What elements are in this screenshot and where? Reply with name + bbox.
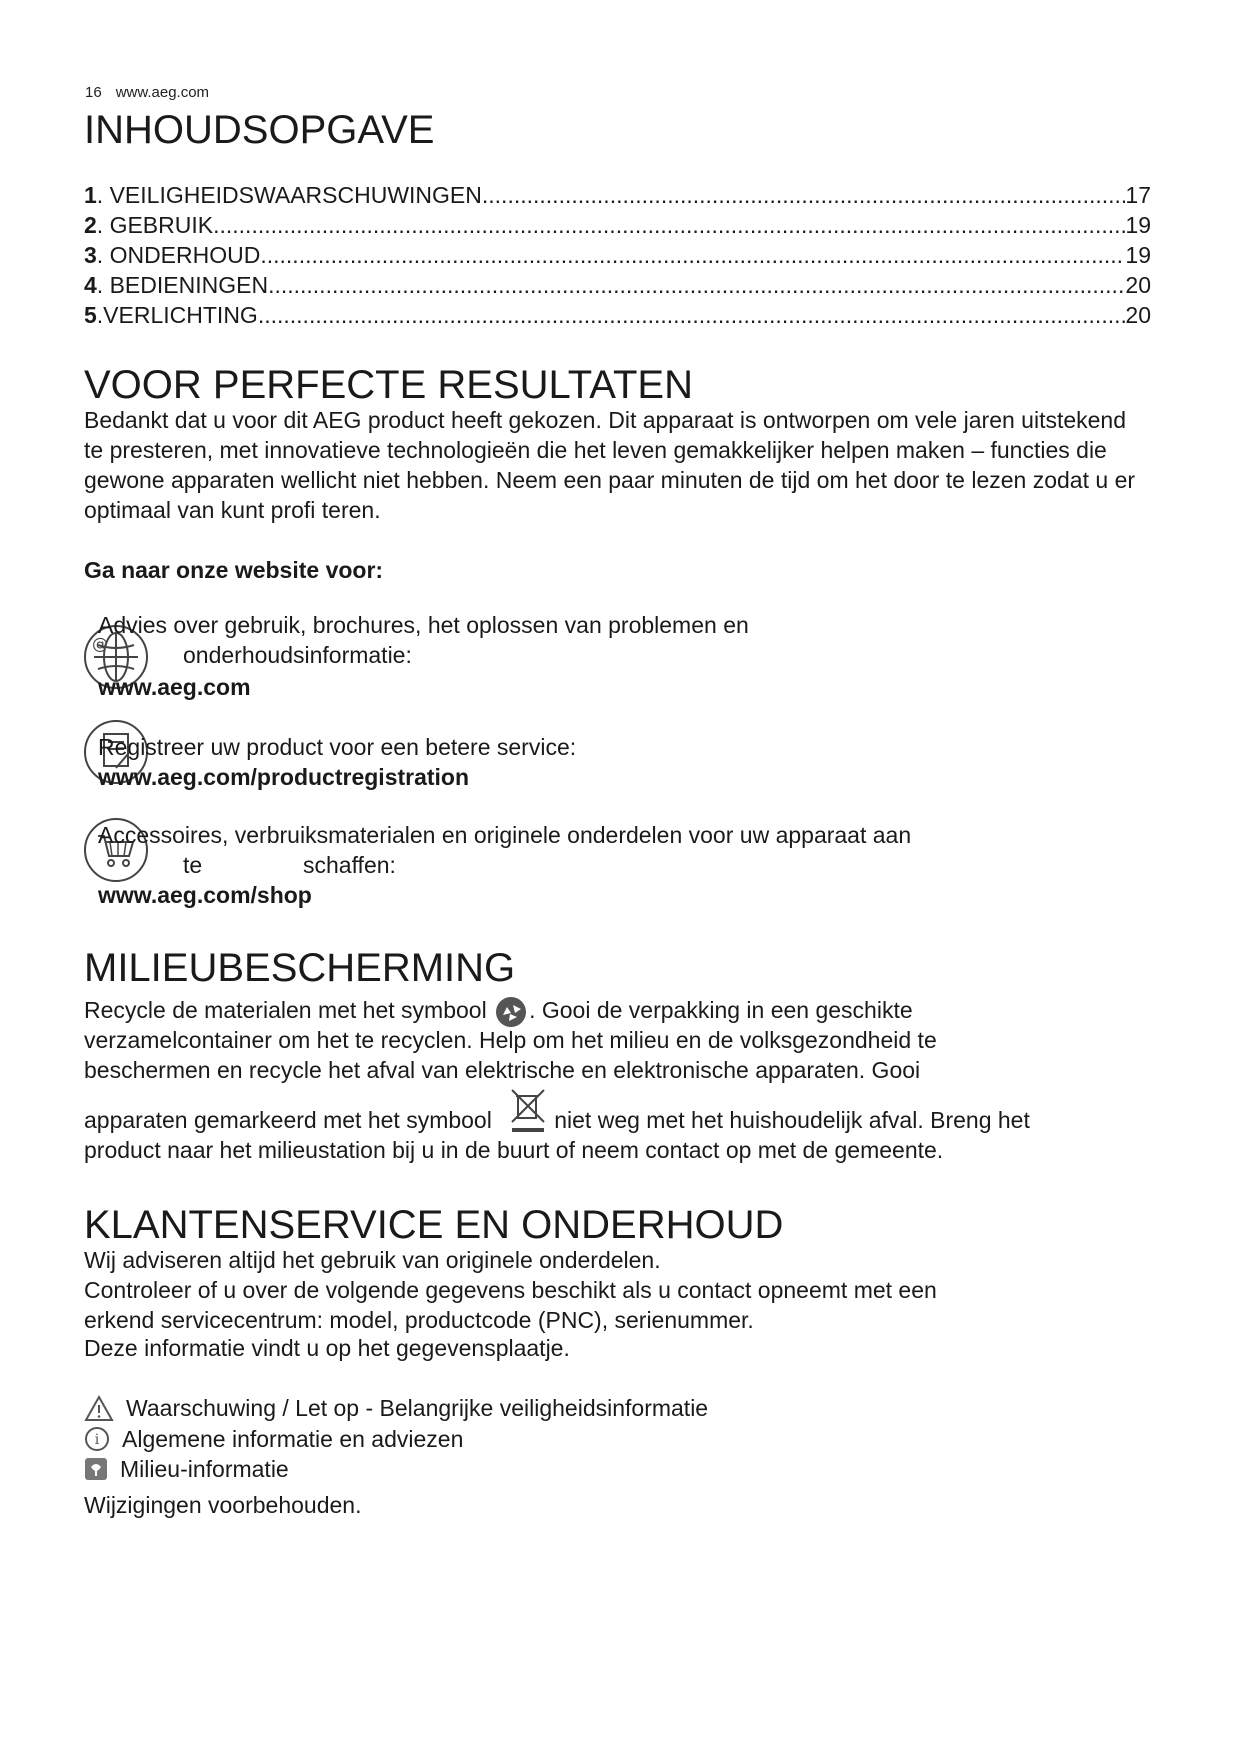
environment-line: verzamelcontainer om het te recyclen. Help om het milieu en de volksgezondheid te bbox=[84, 1027, 937, 1053]
website-heading: Ga naar onze website voor: bbox=[84, 557, 384, 583]
results-intro: Bedankt dat u voor dit AEG product heeft gekozen. Dit apparaat is ontworpen om vele jaren uitstekend te presteren, met innovatieve technologieën die het leven gemakkelijker helpen maken – functies die gewone apparaten wellicht niet hebben. Neem een paar minuten de tijd om het door te lezen zodat u er optimaal van kunt profi teren. bbox=[84, 407, 1136, 523]
link-product-registration[interactable]: www.aeg.com/productregistration bbox=[98, 764, 470, 790]
page-header bbox=[85, 84, 209, 101]
toc-title: INHOUDSOPGAVE bbox=[84, 108, 435, 152]
legend-environment: Milieu-informatie bbox=[84, 1454, 289, 1484]
recycle-icon bbox=[493, 995, 529, 1029]
toc-item[interactable]: 3 . ONDERHOUD ..... 19 bbox=[84, 240, 1151, 270]
header-url[interactable]: www.aeg.com bbox=[115, 84, 210, 101]
link-shop-text-2a: te bbox=[183, 852, 203, 878]
toc-item[interactable]: 5 .VERLICHTING ..... 20 bbox=[84, 300, 1151, 330]
environment-title: MILIEUBESCHERMING bbox=[84, 946, 516, 990]
toc-item[interactable]: 1 . VEILIGHEIDSWAARSCHUWINGEN ..... 17 bbox=[84, 180, 1151, 210]
toc-item[interactable]: 2 . GEBRUIK ..... 19 bbox=[84, 210, 1151, 240]
toc-item[interactable]: 4 . BEDIENINGEN ..... 20 bbox=[84, 270, 1151, 300]
table-of-contents bbox=[84, 180, 1151, 330]
results-title: VOOR PERFECTE RESULTATEN bbox=[84, 363, 693, 407]
svg-text:i: i bbox=[94, 1432, 100, 1448]
info-icon bbox=[84, 1426, 110, 1452]
service-line: Deze informatie vindt u op het gegevensplaatje. bbox=[84, 1335, 570, 1361]
link-advice-text-2: onderhoudsinformatie: bbox=[183, 642, 412, 668]
link-aeg-com[interactable]: www.aeg.com bbox=[98, 674, 251, 700]
crossed-bin-icon bbox=[506, 1086, 550, 1134]
link-shop-text-2b: schaffen: bbox=[303, 852, 396, 878]
environment-line: product naar het milieustation bij u in de buurt of neem contact op met de gemeente. bbox=[84, 1137, 944, 1163]
legend-info: i Algemene informatie en adviezen bbox=[84, 1424, 463, 1454]
footer-note: Wijzigingen voorbehouden. bbox=[84, 1492, 362, 1518]
service-title: KLANTENSERVICE EN ONDERHOUD bbox=[84, 1203, 784, 1247]
service-line: Wij adviseren altijd het gebruik van originele onderdelen. bbox=[84, 1247, 661, 1273]
service-line: erkend servicecentrum: model, productcode (PNC), serienummer. bbox=[84, 1307, 754, 1333]
service-line: Controleer of u over de volgende gegevens beschikt als u contact opneemt met een bbox=[84, 1277, 937, 1303]
environment-line: beschermen en recycle het afval van elektrische en elektronische apparaten. Gooi bbox=[84, 1057, 921, 1083]
warning-triangle-icon bbox=[84, 1394, 114, 1422]
svg-text:@: @ bbox=[92, 634, 108, 653]
link-shop[interactable]: www.aeg.com/shop bbox=[98, 882, 312, 908]
environment-icon bbox=[84, 1457, 108, 1481]
legend-warning: Waarschuwing / Let op - Belangrijke veiligheidsinformatie bbox=[84, 1393, 708, 1423]
page-number: 16 bbox=[85, 84, 102, 101]
environment-line: Recycle de materialen met het symbool . Gooi de verpakking in een geschikte bbox=[84, 995, 913, 1029]
link-register-text: Registreer uw product voor een betere service: bbox=[98, 734, 577, 760]
link-advice-text: Advies over gebruik, brochures, het oplossen van problemen en bbox=[98, 612, 749, 638]
link-shop-text: Accessoires, verbruiksmaterialen en originele onderdelen voor uw apparaat aan bbox=[98, 822, 912, 848]
environment-line: apparaten gemarkeerd met het symbool niet weg met het huishoudelijk afval. Breng het bbox=[84, 1105, 1030, 1135]
